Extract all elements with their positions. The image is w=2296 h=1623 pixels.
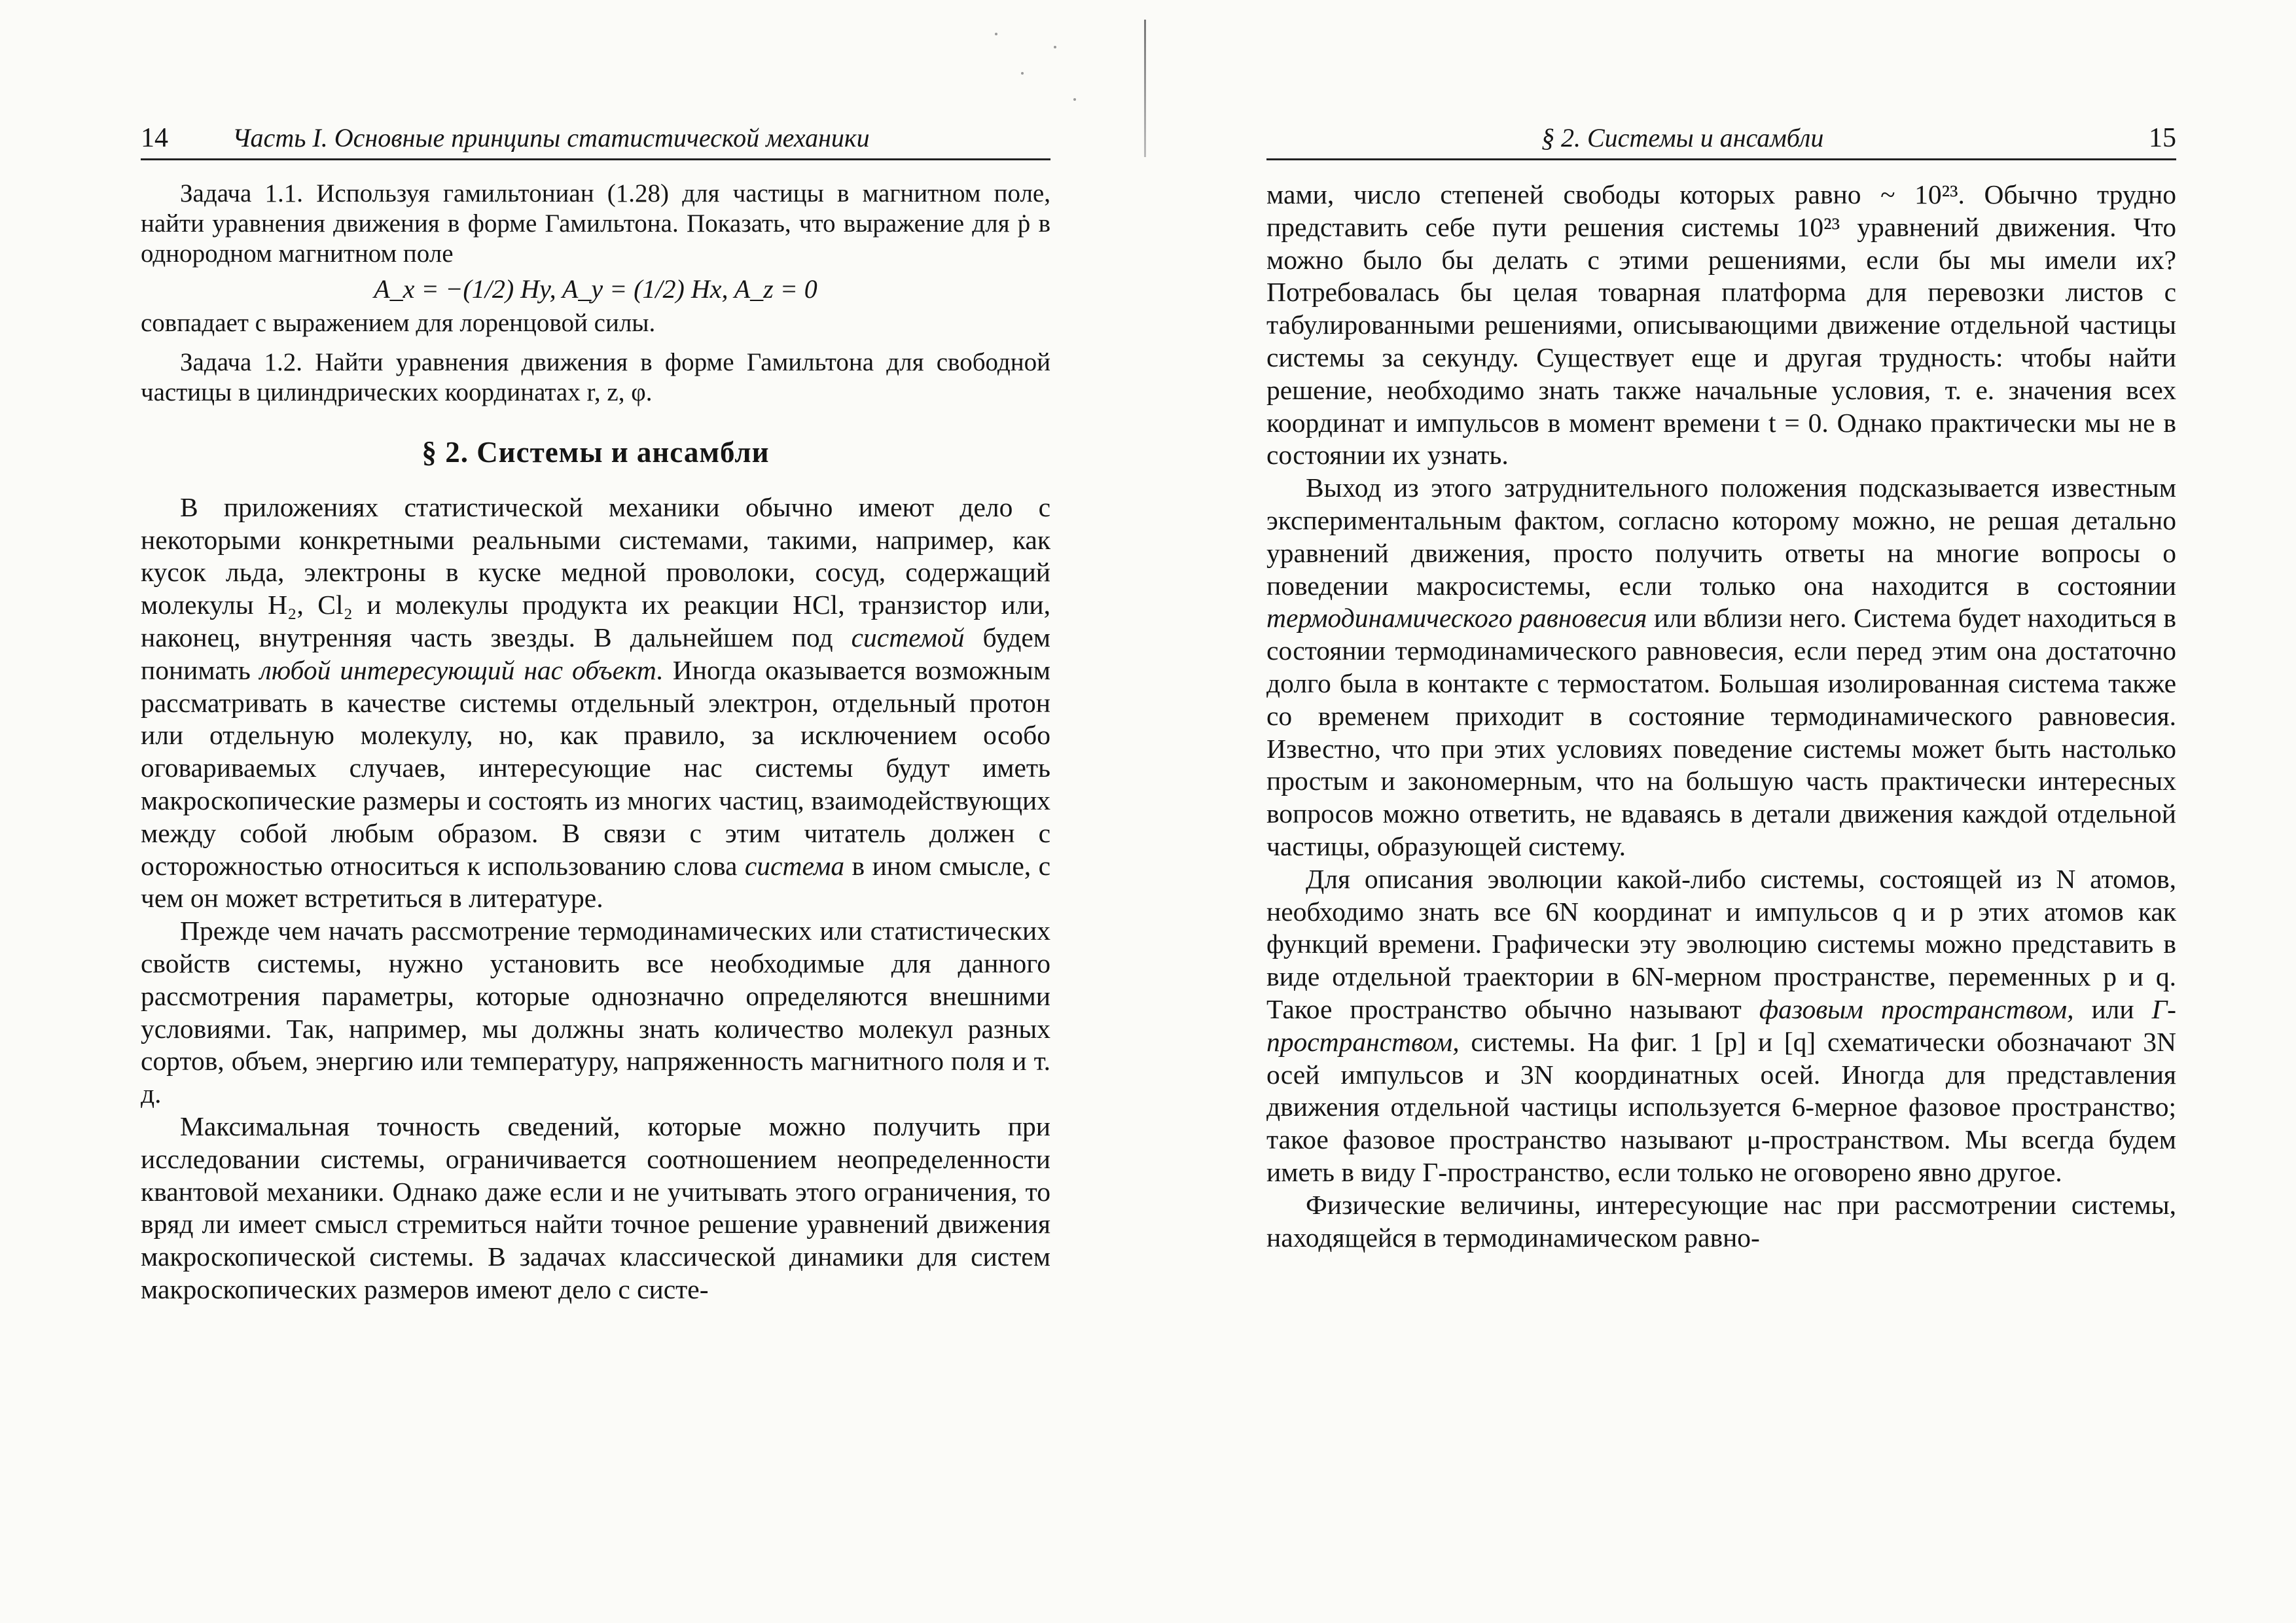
- right-page-number: 15: [2149, 123, 2176, 153]
- problem-1-1-conclusion: совпадает с выражением для лоренцовой силы.: [141, 309, 656, 337]
- right-page-header: [1266, 118, 2176, 160]
- vector-potential-formula: A_x = −(1/2) Hy, A_y = (1/2) Hx, A_z = 0: [374, 274, 817, 304]
- left-paragraph-3: Максимальная точность сведений, которые можно получить при исследовании системы, ограничивается соотношением неопределенности квантовой механики. Однако даже если и не учитывать этого ограничения, то вряд ли имеет смысл стремиться найти точное решение уравнений движения макроскопической системы. В задачах классической динамики для систем макроскопических размеров имеют дело с систе-: [141, 1111, 1050, 1304]
- right-paragraph-4: Физические величины, интересующие нас при рассмотрении системы, находящейся в термодинамическом равно-: [1266, 1189, 2176, 1253]
- left-paragraph-2: Прежде чем начать рассмотрение термодинамических или статистических свойств системы, нужно установить все необходимые для данного рассмотрения параметры, которые однозначно определяются внешними условиями. Так, например, мы должны знать количество молекул разных сортов, объем, энергию или температуру, напряженность магнитного поля и т. д.: [141, 916, 1050, 1109]
- page-gutter-line: [1144, 20, 1146, 157]
- problem-1-1: Задача 1.1. Используя гамильтониан (1.28) для частицы в магнитном поле, найти уравнения движения в форме Гамильтона. Показать, что выражение для ṗ в однородном магнитном поле: [141, 179, 1050, 268]
- right-page: [1266, 118, 2176, 1254]
- left-running-title: Часть I. Основные принципы статистической механики: [232, 123, 870, 152]
- problem-1-2: Задача 1.2. Найти уравнения движения в форме Гамильтона для свободной частицы в цилиндрических координатах r, z, φ.: [141, 348, 1050, 406]
- right-paragraph-3: Для описания эволюции какой-либо системы, состоящей из N атомов, необходимо знать все 6N координат и импульсов q и p этих атомов как функций времени. Графически эту эволюцию системы можно представить в виде отдельной траектории в 6N-мерном пространстве, переменных p и q. Такое пространство обычно называют фазовым пространством, или Г-пространством, системы. На фиг. 1 [p] и [q] схематически обозначают 3N осей импульсов и 3N координатных осей. Иногда для представления движения отдельной частицы используется 6-мерное фазовое пространство; такое фазовое пространство называют μ-пространством. Мы всегда будем иметь в виду Г-пространство, если только не оговорено явно другое.: [1266, 863, 2176, 1187]
- left-paragraph-1: В приложениях статистической механики обычно имеют дело с некоторыми конкретными реальными системами, такими, например, как кусок льда, электроны в куске медной проволоки, сосуд, содержащий молекулы H₂, Cl₂ и молекулы продукта их реакции HCl, транзистор или, наконец, внутренняя часть звезды. В дальнейшем под системой будем понимать любой интересующий нас объект. Иногда оказывается возможным рассматривать в качестве системы отдельный электрон, отдельный протон или отдельную молекулу, но, как правило, за исключением особо оговариваемых случаев, интересующие нас системы будут иметь макроскопические размеры и состоять из многих частиц, взаимодействующих между собой любым образом. В связи с этим читатель должен с осторожностью относиться к использованию слова система в ином смысле, с чем он может встретиться в литературе.: [141, 491, 1051, 914]
- right-running-title: § 2. Системы и ансамбли: [1541, 123, 1824, 152]
- section-title: § 2. Системы и ансамбли: [422, 436, 770, 469]
- problems-block: [141, 179, 1050, 408]
- right-paragraph-2: Выход из этого затруднительного положения подсказывается известным экспериментальным фактом, согласно которому можно, не решая детально уравнений движения, просто получить ответы на многие вопросы о поведении макросистемы, если только она находится в состоянии термодинамического равновесия или вблизи него. Система будет находиться в состоянии термодинамического равновесия, если перед этим она достаточно долго была в контакте с термостатом. Большая изолированная система также со временем приходит в состояние термодинамического равновесия. Известно, что при этих условиях поведение системы может быть настолько простым и закономерным, что на большую часть практически интересных вопросов можно ответить, не вдаваясь в детали движения каждой отдельной частицы, образующей систему.: [1266, 473, 2177, 861]
- left-page-number: 14: [141, 123, 168, 153]
- left-page: [141, 118, 1050, 1306]
- right-paragraph-1: мами, число степеней свободы которых равно ~ 10²³. Обычно трудно представить себе пути решения системы 10²³ уравнений движения. Что можно было бы делать с этими решениями, если бы мы имели их? Потребовалась бы целая товарная платформа для перевозки листов с табулированными решениями, описывающими движение отдельной частицы системы за секунду. Существует еще и другая трудность: чтобы найти решение, необходимо знать также начальные условия, т. е. значения всех координат и импульсов в момент времени t = 0. Однако практически мы не в состоянии их узнать.: [1266, 179, 2176, 471]
- left-page-header: [141, 118, 1050, 160]
